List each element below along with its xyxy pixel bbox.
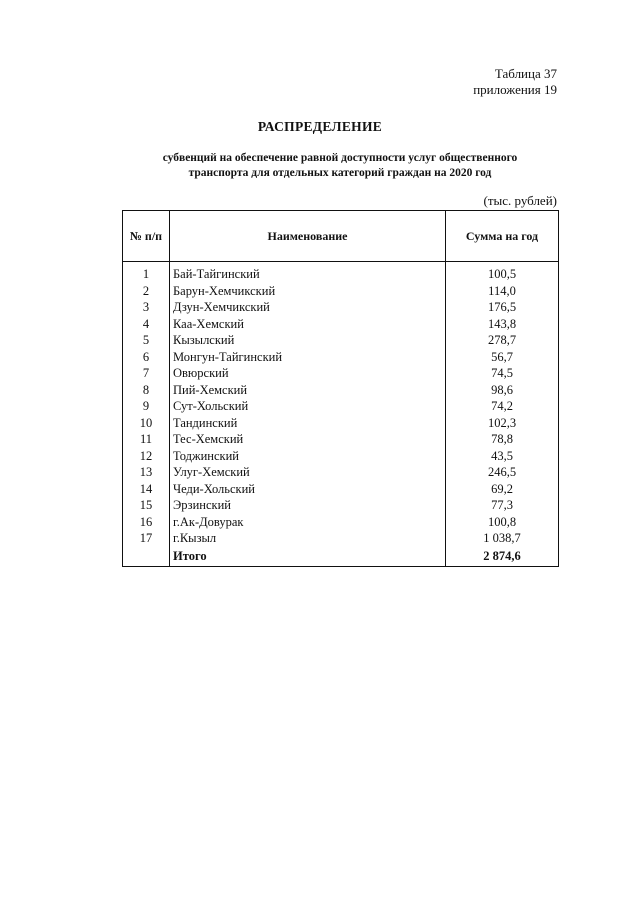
caption-table-number: Таблица 37 <box>494 66 557 81</box>
document-subtitle <box>120 151 560 181</box>
row-name: г.Кызыл <box>170 530 446 547</box>
row-sum: 102,3 <box>446 415 559 432</box>
row-name: Монгун-Тайгинский <box>170 349 446 366</box>
distribution-table <box>122 210 559 567</box>
row-name: Тоджинский <box>170 448 446 465</box>
table-row <box>123 382 559 399</box>
table-row <box>123 415 559 432</box>
row-sum: 143,8 <box>446 316 559 333</box>
row-number: 12 <box>123 448 170 465</box>
row-name: Дзун-Хемчикский <box>170 299 446 316</box>
header-sum: Сумма на год <box>446 211 559 262</box>
table-row <box>123 464 559 481</box>
row-number: 14 <box>123 481 170 498</box>
row-name: Чеди-Хольский <box>170 481 446 498</box>
row-name: Пий-Хемский <box>170 382 446 399</box>
row-number: 11 <box>123 431 170 448</box>
row-sum: 69,2 <box>446 481 559 498</box>
row-sum: 100,5 <box>446 266 559 283</box>
row-sum: 176,5 <box>446 299 559 316</box>
row-name: Овюрский <box>170 365 446 382</box>
row-number: 15 <box>123 497 170 514</box>
row-name: Барун-Хемчикский <box>170 283 446 300</box>
table-caption <box>473 66 557 98</box>
row-number: 4 <box>123 316 170 333</box>
row-sum: 56,7 <box>446 349 559 366</box>
table-row <box>123 448 559 465</box>
table-row <box>123 481 559 498</box>
row-sum: 43,5 <box>446 448 559 465</box>
row-sum: 74,2 <box>446 398 559 415</box>
row-number: 3 <box>123 299 170 316</box>
header-name: Наименование <box>170 211 446 262</box>
row-name: г.Ак-Довурак <box>170 514 446 531</box>
header-number: № п/п <box>123 211 170 262</box>
total-number <box>123 547 170 567</box>
table-row <box>123 431 559 448</box>
table-row <box>123 514 559 531</box>
row-number: 7 <box>123 365 170 382</box>
table-row <box>123 266 559 283</box>
row-sum: 1 038,7 <box>446 530 559 547</box>
row-sum: 100,8 <box>446 514 559 531</box>
row-number: 1 <box>123 266 170 283</box>
row-number: 5 <box>123 332 170 349</box>
row-name: Бай-Тайгинский <box>170 266 446 283</box>
row-number: 16 <box>123 514 170 531</box>
subtitle-line-1: субвенций на обеспечение равной доступности услуг общественного <box>162 152 518 164</box>
row-number: 13 <box>123 464 170 481</box>
table-row <box>123 497 559 514</box>
table-row <box>123 530 559 547</box>
row-number: 17 <box>123 530 170 547</box>
row-name: Каа-Хемский <box>170 316 446 333</box>
row-sum: 78,8 <box>446 431 559 448</box>
row-name: Сут-Хольский <box>170 398 446 415</box>
row-sum: 98,6 <box>446 382 559 399</box>
subtitle-line-2: транспорта для отдельных категорий граждан на 2020 год <box>188 167 492 179</box>
row-sum: 114,0 <box>446 283 559 300</box>
row-name: Кызылский <box>170 332 446 349</box>
table-row <box>123 398 559 415</box>
row-number: 8 <box>123 382 170 399</box>
table-row <box>123 332 559 349</box>
total-row <box>123 547 559 567</box>
row-sum: 278,7 <box>446 332 559 349</box>
row-name: Улуг-Хемский <box>170 464 446 481</box>
table-row <box>123 365 559 382</box>
row-name: Эрзинский <box>170 497 446 514</box>
table-header-row <box>123 211 559 262</box>
row-sum: 246,5 <box>446 464 559 481</box>
row-number: 2 <box>123 283 170 300</box>
table-row <box>123 299 559 316</box>
table-row <box>123 283 559 300</box>
row-number: 6 <box>123 349 170 366</box>
row-name: Тес-Хемский <box>170 431 446 448</box>
row-number: 10 <box>123 415 170 432</box>
table-row <box>123 316 559 333</box>
row-number: 9 <box>123 398 170 415</box>
total-sum: 2 874,6 <box>446 547 559 567</box>
table-row <box>123 349 559 366</box>
caption-appendix-number: приложения 19 <box>473 82 557 97</box>
total-label: Итого <box>170 547 446 567</box>
row-sum: 77,3 <box>446 497 559 514</box>
row-sum: 74,5 <box>446 365 559 382</box>
row-name: Тандинский <box>170 415 446 432</box>
document-title: РАСПРЕДЕЛЕНИЕ <box>257 119 383 134</box>
units-note: (тыс. рублей) <box>483 193 557 208</box>
